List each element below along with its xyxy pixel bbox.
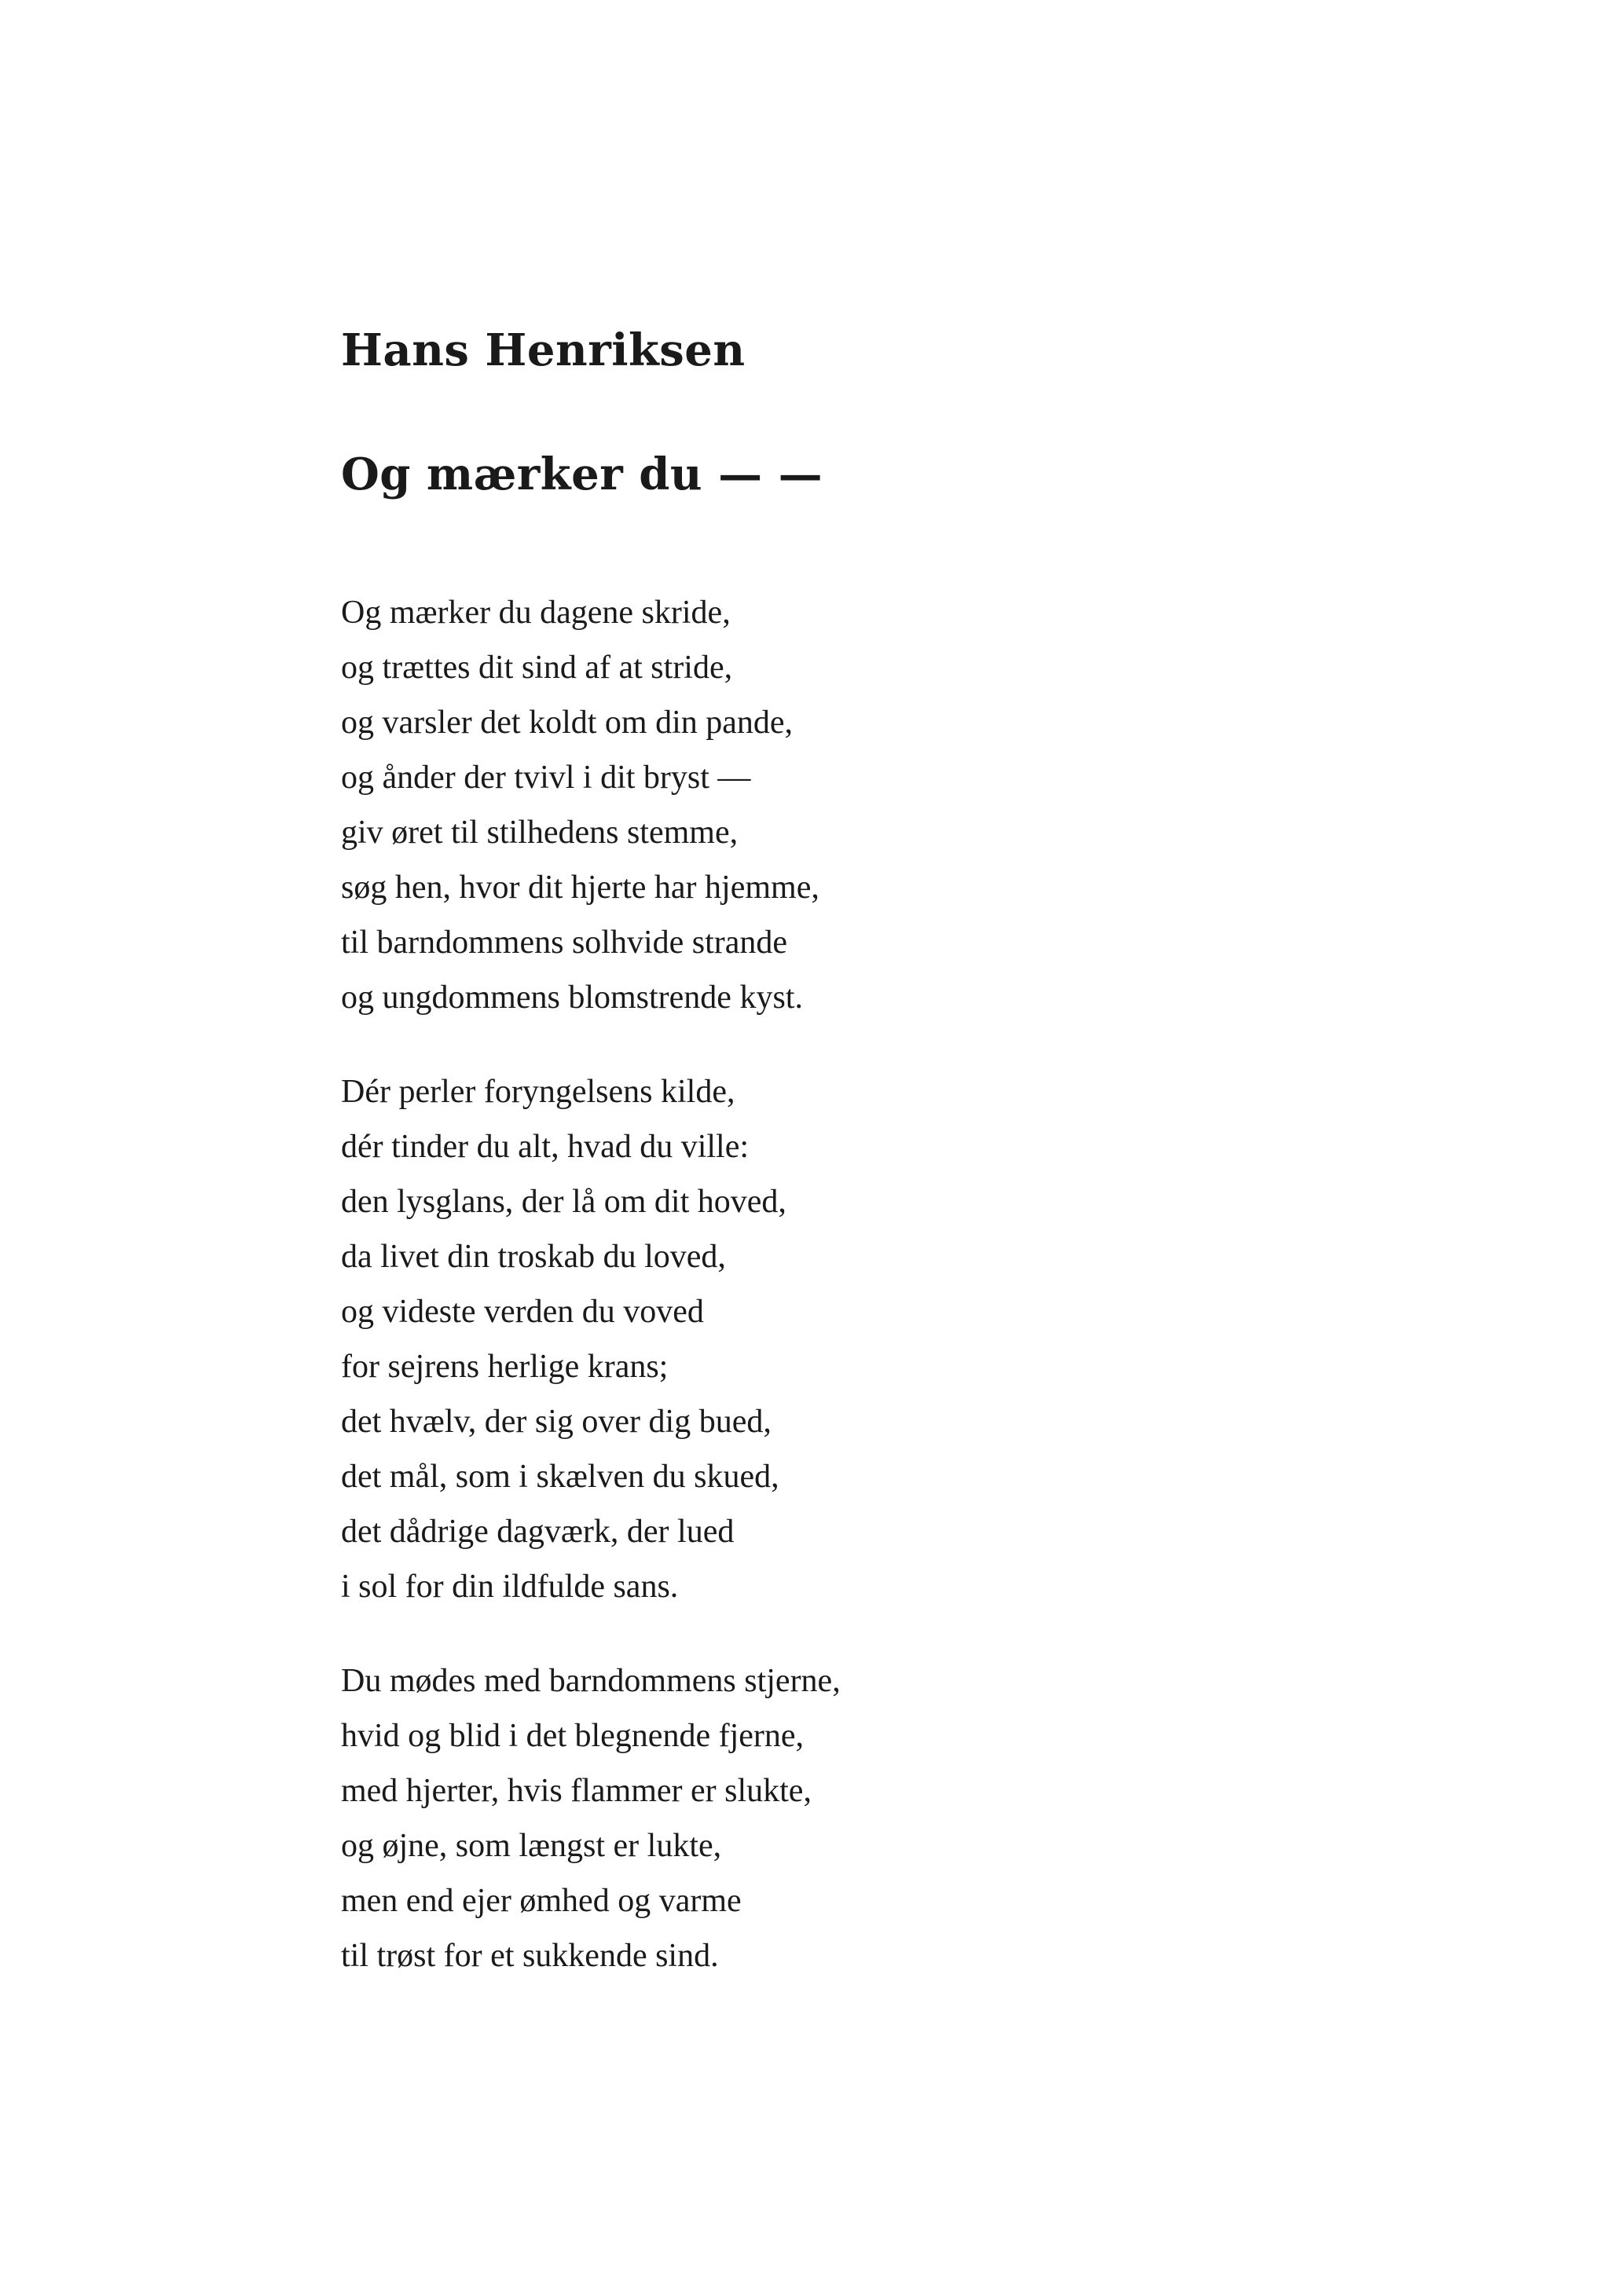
poem-line: den lysglans, der lå om dit hoved, xyxy=(341,1184,786,1220)
poem-line: og trættes dit sind af at stride, xyxy=(341,650,733,686)
poem-line: da livet din troskab du loved, xyxy=(341,1239,726,1275)
author-name: Hans Henriksen xyxy=(341,324,746,376)
poem-line: til trøst for et sukkende sind. xyxy=(341,1938,719,1974)
poem-line: i sol for din ildfulde sans. xyxy=(341,1569,679,1605)
poem-line: Og mærker du dagene skride, xyxy=(341,595,731,631)
poem-line: hvid og blid i det blegnende fjerne, xyxy=(341,1718,805,1754)
poem-line: giv øret til stilhedens stemme, xyxy=(341,815,739,851)
poem-line: og videste verden du voved xyxy=(341,1294,704,1330)
poem-line: og ungdommens blomstrende kyst. xyxy=(341,980,803,1016)
poem-line: og øjne, som længst er lukte, xyxy=(341,1828,722,1864)
poem-line: det hvælv, der sig over dig bued, xyxy=(341,1404,772,1440)
poem-line: og varsler det koldt om din pande, xyxy=(341,705,794,741)
poem-line: men end ejer ømhed og varme xyxy=(341,1883,742,1919)
stanza-1 xyxy=(341,585,819,1025)
stanza-2 xyxy=(341,1064,786,1614)
stanza-3 xyxy=(341,1653,841,1983)
poem-line: søg hen, hvor dit hjerte har hjemme, xyxy=(341,870,819,906)
poem-line: og ånder der tvivl i dit bryst — xyxy=(341,760,751,796)
poem-line: det mål, som i skælven du skued, xyxy=(341,1459,779,1495)
poem-line: med hjerter, hvis flammer er slukte, xyxy=(341,1773,812,1809)
poem-line: det dådrige dagværk, der lued xyxy=(341,1514,735,1550)
poem-line: for sejrens herlige krans; xyxy=(341,1349,669,1385)
poem-line: Dér perler foryngelsens kilde, xyxy=(341,1074,735,1110)
poem-title: Og mærker du — — xyxy=(341,449,823,500)
poem-line: til barndommens solhvide strande xyxy=(341,925,788,961)
poem-line: Du mødes med barndommens stjerne, xyxy=(341,1663,841,1699)
poem-line: dér tinder du alt, hvad du ville: xyxy=(341,1129,750,1165)
